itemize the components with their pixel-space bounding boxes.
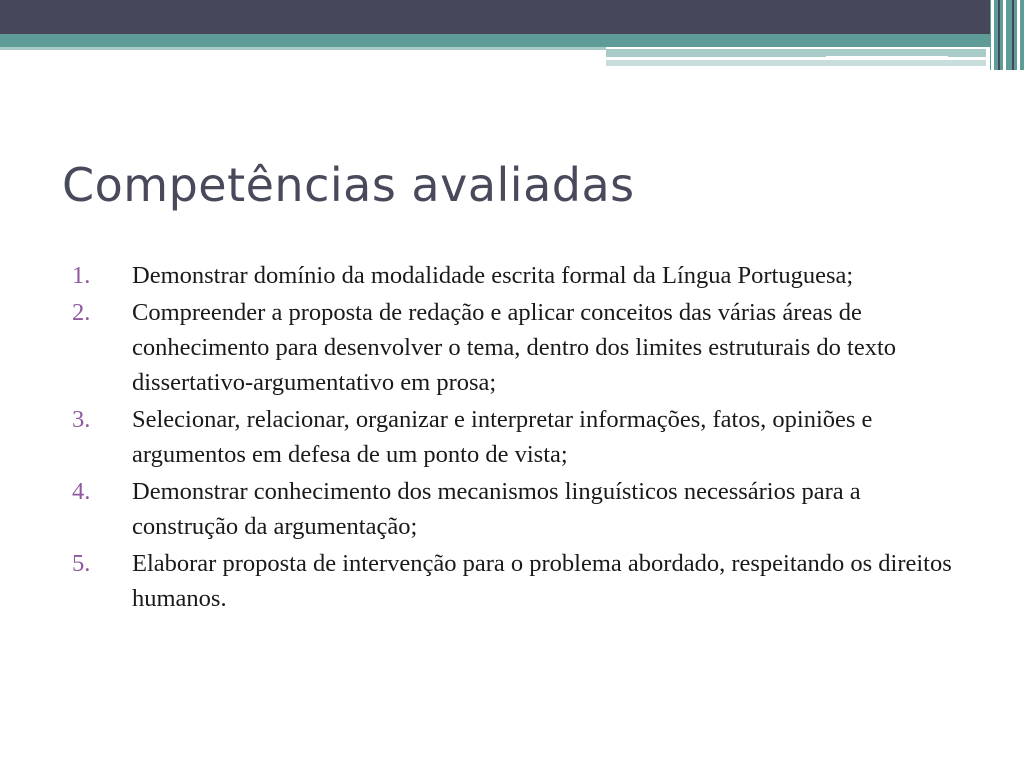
list-item-number: 4.	[72, 478, 91, 505]
vertical-stripe	[1003, 0, 1006, 70]
header-band-teal	[0, 34, 1024, 47]
header-band-teal-light	[0, 47, 606, 50]
list-item-text: Demonstrar domínio da modalidade escrita formal da Língua Portuguesa;	[132, 262, 854, 289]
list-item	[62, 295, 972, 400]
slide-title: Competências avaliadas	[62, 158, 635, 212]
list-item	[62, 546, 972, 616]
list-item-text: Compreender a proposta de redação e aplicar conceitos das várias áreas de conhecimento para desenvolver o tema, dentro dos limites estruturais do texto dissertativo-argumentativo em prosa;	[132, 299, 897, 396]
vertical-stripe	[1012, 0, 1014, 70]
list-item-number: 3.	[72, 406, 91, 433]
list-item-number: 1.	[72, 262, 91, 289]
list-item-text: Elaborar proposta de intervenção para o problema abordado, respeitando os direitos humanos.	[132, 550, 952, 612]
list-item-number: 5.	[72, 550, 91, 577]
list-item	[62, 258, 972, 293]
header-band-dark	[0, 0, 1024, 34]
list-item-number: 2.	[72, 299, 91, 326]
header-band-lower-strip	[606, 60, 986, 66]
competencies-list	[62, 258, 972, 618]
vertical-stripe	[998, 0, 1000, 70]
header-vertical-stripes	[990, 0, 1024, 70]
list-item-text: Selecionar, relacionar, organizar e interpretar informações, fatos, opiniões e argumentos em defesa de um ponto de vista;	[132, 406, 873, 468]
vertical-stripe	[1017, 0, 1020, 70]
list-item-text: Demonstrar conhecimento dos mecanismos linguísticos necessários para a construção da argumentação;	[132, 478, 861, 540]
vertical-stripe	[991, 0, 994, 70]
list-item	[62, 474, 972, 544]
list-item	[62, 402, 972, 472]
header-band-lower-line	[826, 56, 948, 58]
